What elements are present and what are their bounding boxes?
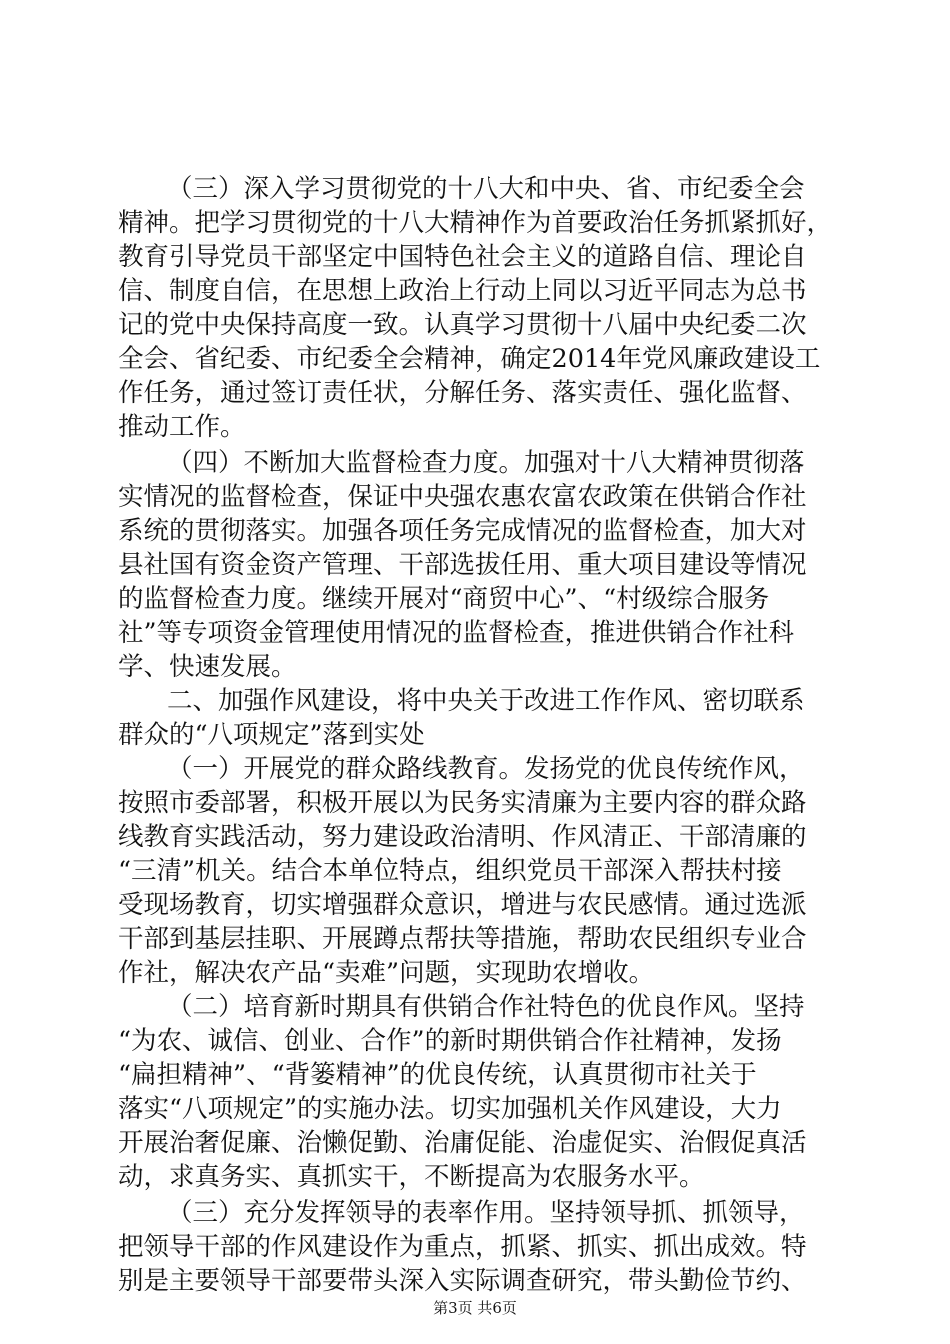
text-line: 学、快速发展。 bbox=[118, 652, 297, 682]
text-line: 的监督检查力度。继续开展对“商贸中心”、“村级综合服务 bbox=[118, 584, 770, 614]
text-line: 教育引导党员干部坚定中国特色社会主义的道路自信、理论自 bbox=[118, 242, 807, 272]
text-line: （三）充分发挥领导的表率作用。坚持领导抓、抓领导， bbox=[167, 1198, 805, 1228]
text-line: 干部到基层挂职、开展蹲点帮扶等措施，帮助农民组织专业合 bbox=[118, 924, 807, 954]
text-line: “三清”机关。结合本单位特点，组织党员干部深入帮扶村接 bbox=[118, 856, 782, 886]
text-line: 作任务，通过签订责任状，分解任务、落实责任、强化监督、 bbox=[118, 378, 807, 408]
text-line: 信、制度自信，在思想上政治上行动上同以习近平同志为总书 bbox=[118, 276, 807, 306]
section-heading: 群众的“八项规定”落到实处 bbox=[118, 720, 425, 750]
text-line: 落实“八项规定”的实施办法。切实加强机关作风建设，大力 bbox=[118, 1094, 782, 1124]
text-line: 社”等专项资金管理使用情况的监督检查，推进供销合作社科 bbox=[118, 618, 795, 648]
text-line: 受现场教育，切实增强群众意识，增进与农民感情。通过选派 bbox=[118, 890, 807, 920]
text-line: 系统的贯彻落实。加强各项任务完成情况的监督检查，加大对 bbox=[118, 516, 807, 546]
text-line: 作社，解决农产品“卖难”问题，实现助农增收。 bbox=[118, 958, 655, 988]
text-line: （二）培育新时期具有供销合作社特色的优良作风。坚持 bbox=[167, 992, 805, 1022]
text-line: 别是主要领导干部要带头深入实际调查研究，带头勤俭节约、 bbox=[118, 1266, 807, 1296]
text-line: 县社国有资金资产管理、干部选拔任用、重大项目建设等情况 bbox=[118, 550, 807, 580]
text-line: （一）开展党的群众路线教育。发扬党的优良传统作风， bbox=[167, 754, 805, 784]
text-line: （三）深入学习贯彻党的十八大和中央、省、市纪委全会 bbox=[167, 174, 805, 204]
text-line: “为农、诚信、创业、合作”的新时期供销合作社精神，发扬 bbox=[118, 1026, 782, 1056]
text-line: 全会、省纪委、市纪委全会精神，确定2014年党风廉政建设工 bbox=[118, 344, 821, 374]
text-line: 动，求真务实、真抓实干，不断提高为农服务水平。 bbox=[118, 1162, 705, 1192]
text-line: 推动工作。 bbox=[118, 412, 246, 442]
section-heading: 二、加强作风建设，将中央关于改进工作作风、密切联系 bbox=[167, 686, 805, 716]
text-line: 精神。把学习贯彻党的十八大精神作为首要政治任务抓紧抓好， bbox=[118, 208, 833, 238]
text-line: “扁担精神”、“背篓精神”的优良传统，认真贯彻市社关于 bbox=[118, 1060, 757, 1090]
text-line: （四）不断加大监督检查力度。加强对十八大精神贯彻落 bbox=[167, 448, 805, 478]
text-line: 开展治奢促廉、治懒促勤、治庸促能、治虚促实、治假促真活 bbox=[118, 1128, 807, 1158]
text-line: 把领导干部的作风建设作为重点，抓紧、抓实、抓出成效。特 bbox=[118, 1232, 807, 1262]
text-line: 实情况的监督检查，保证中央强农惠农富农政策在供销合作社 bbox=[118, 482, 807, 512]
page-number-footer: 第3页 共6页 bbox=[433, 1299, 517, 1317]
text-line: 记的党中央保持高度一致。认真学习贯彻十八届中央纪委二次 bbox=[118, 310, 807, 340]
text-line: 按照市委部署，积极开展以为民务实清廉为主要内容的群众路 bbox=[118, 788, 807, 818]
text-line: 线教育实践活动，努力建设政治清明、作风清正、干部清廉的 bbox=[118, 822, 807, 852]
